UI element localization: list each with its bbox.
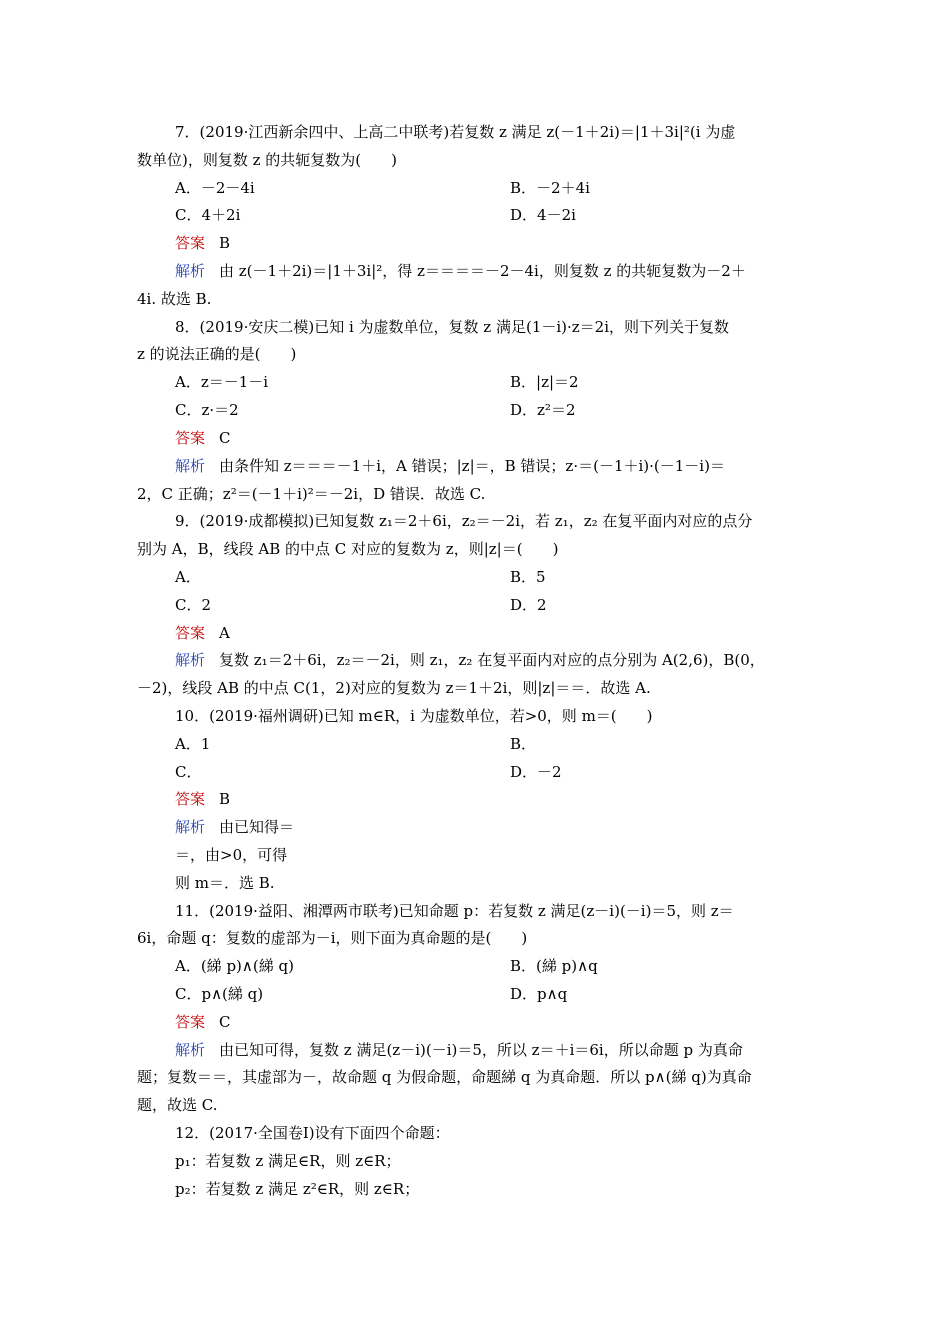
q11-analysis-line2: 题；复数＝＝，其虚部为－，故命题 q 为假命题，命题綈 q 为真命题．所以 p∧(綈 q)为真命 xyxy=(137,1068,752,1086)
q12-proposition-p1: p₁：若复数 z 满足∈R，则 z∈R； xyxy=(175,1152,401,1170)
q7-stem-line1: 7．(2019·江西新余四中、上高二中联考)若复数 z 满足 z(－1＋2i)＝|1＋3i|²(i 为虚 xyxy=(175,123,736,141)
q11-option-a: A．(綈 p)∧(綈 q) xyxy=(175,957,294,975)
q7-option-b: B．－2＋4i xyxy=(510,179,590,197)
q7-option-a: A．－2－4i xyxy=(175,179,255,197)
q8-analysis-line2: 2，C 正确；z²＝(－1＋i)²＝－2i，D 错误．故选 C. xyxy=(137,485,486,503)
answer-value: B xyxy=(219,790,231,808)
answer-label: 答案 xyxy=(175,234,206,252)
q11-stem-line1: 11．(2019·益阳、湘潭两市联考)已知命题 p：若复数 z 满足(z－i)(－i)＝5，则 z＝ xyxy=(175,902,734,920)
analysis-label: 解析 xyxy=(175,457,206,475)
q8-option-b: B．|z|＝2 xyxy=(510,373,579,391)
q10-option-c: C． xyxy=(175,763,202,781)
q8-answer xyxy=(175,428,855,448)
q9-answer xyxy=(175,623,855,643)
q8-option-d: D．z²＝2 xyxy=(510,401,576,419)
analysis-label: 解析 xyxy=(175,818,206,836)
q9-option-c: C．2 xyxy=(175,596,212,614)
q12-proposition-p2: p₂：若复数 z 满足 z²∈R，则 z∈R； xyxy=(175,1180,420,1198)
q10-answer xyxy=(175,789,855,809)
q7-stem-line2: 数单位)，则复数 z 的共轭复数为( ) xyxy=(137,151,397,169)
q7-analysis-line1 xyxy=(175,261,855,281)
q9-stem-line1: 9．(2019·成都模拟)已知复数 z₁＝2＋6i，z₂＝－2i，若 z₁，z₂ 在复平面内对应的点分 xyxy=(175,512,753,530)
q9-analysis-line2: －2)，线段 AB 的中点 C(1，2)对应的复数为 z＝1＋2i，则|z|＝＝．故选 A. xyxy=(137,679,651,697)
q7-option-c: C．4＋2i xyxy=(175,206,241,224)
q9-option-d: D．2 xyxy=(510,596,547,614)
answer-label: 答案 xyxy=(175,1013,206,1031)
q11-option-b: B．(綈 p)∧q xyxy=(510,957,598,975)
q11-answer xyxy=(175,1012,855,1032)
answer-value: C xyxy=(219,429,231,447)
q10-option-a: A．1 xyxy=(175,735,211,753)
q10-analysis-line2: ＝，由>0，可得 xyxy=(175,846,288,864)
q10-option-b: B． xyxy=(510,735,537,753)
q11-stem-line2: 6i，命题 q：复数的虚部为－i，则下面为真命题的是( ) xyxy=(137,929,528,947)
q8-stem-line1: 8．(2019·安庆二模)已知 i 为虚数单位，复数 z 满足(1－i)·z＝2i，则下列关于复数 xyxy=(175,318,730,336)
q10-analysis-line3: 则 m＝．选 B. xyxy=(175,874,275,892)
analysis-text: 由已知得＝ xyxy=(219,818,295,836)
q7-option-d: D．4－2i xyxy=(510,206,576,224)
analysis-text: 由已知可得，复数 z 满足(z－i)(－i)＝5，所以 z＝＋i＝6i，所以命题 p 为真命 xyxy=(219,1041,743,1059)
answer-label: 答案 xyxy=(175,790,206,808)
analysis-label: 解析 xyxy=(175,262,206,280)
answer-label: 答案 xyxy=(175,624,206,642)
answer-value: B xyxy=(219,234,231,252)
q9-option-b: B．5 xyxy=(510,568,546,586)
q9-analysis-line1 xyxy=(175,650,855,670)
q11-option-c: C．p∧(綈 q) xyxy=(175,985,264,1003)
q8-option-a: A．z＝－1－i xyxy=(175,373,269,391)
q8-stem-line2: z 的说法正确的是( ) xyxy=(137,345,297,363)
q8-analysis-line1 xyxy=(175,456,855,476)
q11-analysis-line1 xyxy=(175,1040,855,1060)
analysis-text: 复数 z₁＝2＋6i，z₂＝－2i，则 z₁，z₂ 在复平面内对应的点分别为 A(2,6)，B(0， xyxy=(219,651,765,669)
q10-analysis-line1 xyxy=(175,817,855,837)
q8-option-c: C．z·＝2 xyxy=(175,401,239,419)
answer-label: 答案 xyxy=(175,429,206,447)
q12-stem-line1: 12．(2017·全国卷Ⅰ)设有下面四个命题： xyxy=(175,1124,450,1142)
q7-analysis-line2: 4i. 故选 B. xyxy=(137,290,212,308)
q11-option-d: D．p∧q xyxy=(510,985,568,1003)
analysis-label: 解析 xyxy=(175,1041,206,1059)
analysis-text: 由 z(－1＋2i)＝|1＋3i|²，得 z＝＝＝＝－2－4i，则复数 z 的共轭复数为－2＋ xyxy=(219,262,746,280)
answer-value: C xyxy=(219,1013,231,1031)
answer-value: A xyxy=(219,624,230,642)
q10-stem-line1: 10．(2019·福州调研)已知 m∈R，i 为虚数单位，若>0，则 m＝( ) xyxy=(175,707,653,725)
analysis-text: 由条件知 z＝＝＝－1＋i，A 错误；|z|＝，B 错误；z·＝(－1＋i)·(－1－i)＝ xyxy=(219,457,725,475)
q10-option-d: D．－2 xyxy=(510,763,562,781)
q11-analysis-line3: 题，故选 C. xyxy=(137,1096,218,1114)
q9-option-a: A． xyxy=(175,568,201,586)
q7-answer xyxy=(175,233,855,253)
analysis-label: 解析 xyxy=(175,651,206,669)
q9-stem-line2: 别为 A，B，线段 AB 的中点 C 对应的复数为 z，则|z|＝( ) xyxy=(137,540,559,558)
